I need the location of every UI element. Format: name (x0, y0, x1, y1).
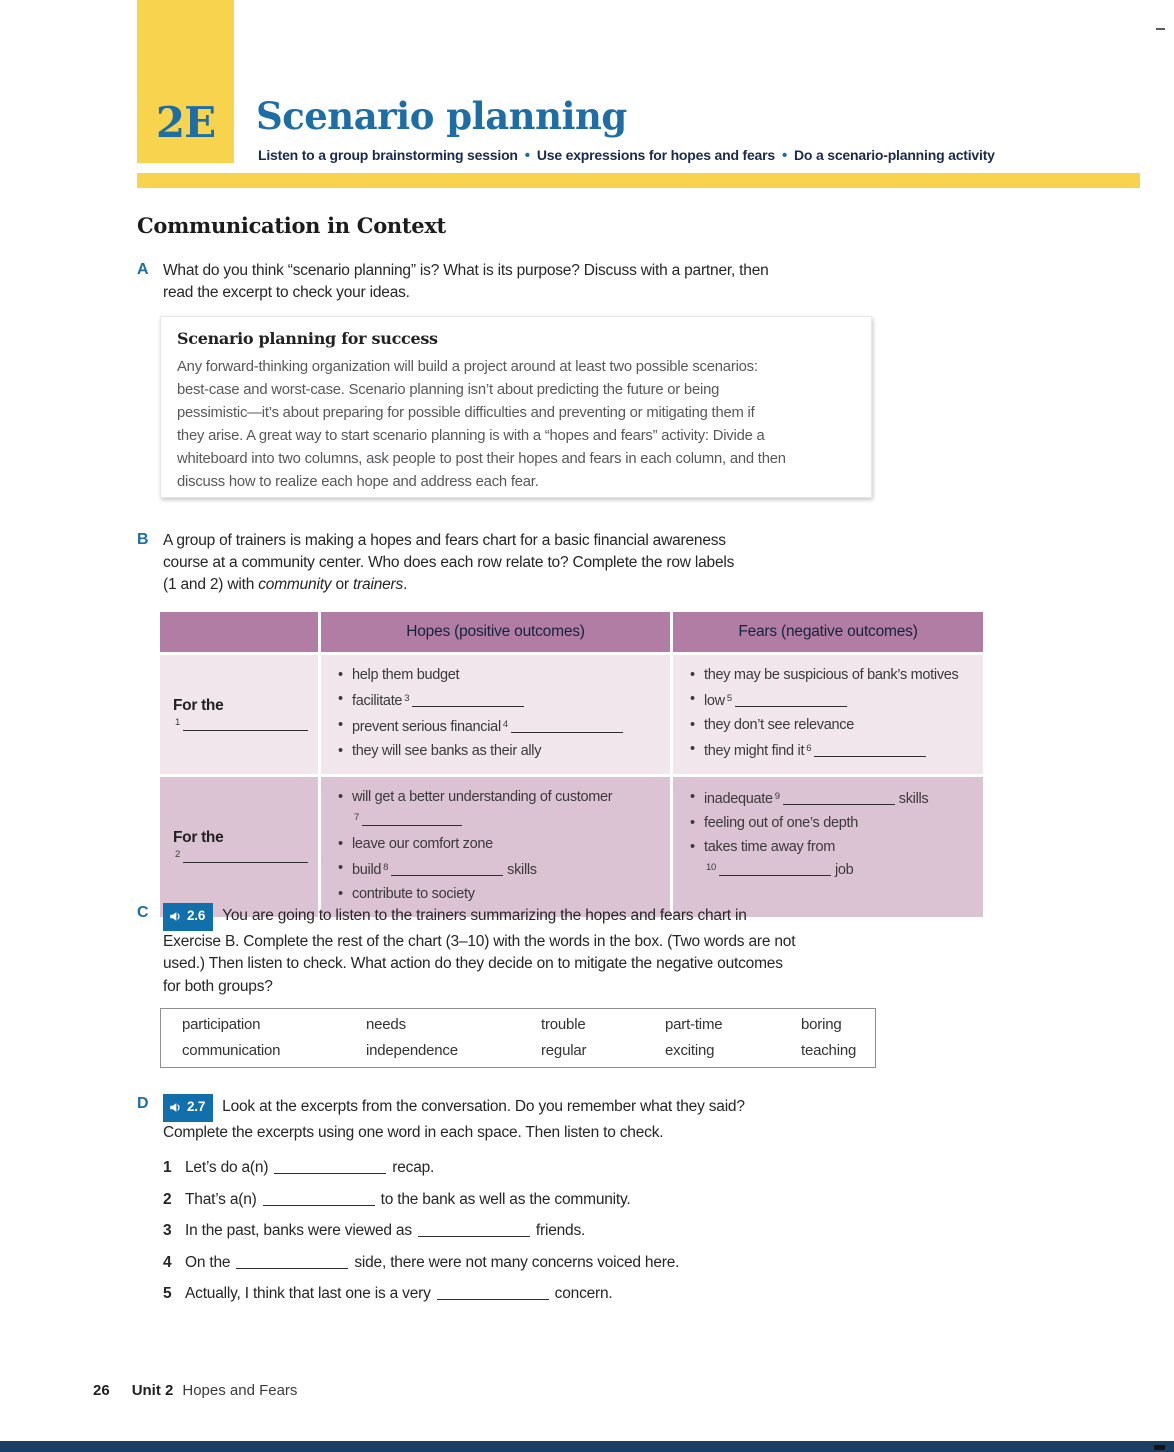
audio-track-number: 2.6 (187, 908, 206, 923)
bullet-item: • they don’t see relevance (688, 716, 975, 734)
item-number: 4 (163, 1253, 172, 1271)
item-text: concern. (554, 1285, 613, 1302)
item-text: In the past, banks were viewed as (185, 1222, 412, 1239)
bullet-item: • inadequate $^9$ skills (688, 788, 975, 808)
fill-blank (412, 694, 524, 707)
excerpt-title: Scenario planning for success (177, 329, 438, 348)
excerpt-text-line: discuss how to realize each hope and address each fear. (177, 474, 539, 490)
word-bank-word: exciting (665, 1042, 715, 1059)
blank-number: 9 (774, 791, 780, 802)
row-label-cell (160, 777, 318, 917)
bullet-item: • they might find it $^6$ (688, 740, 975, 760)
blank-number: 10 (706, 862, 716, 873)
exercise-b-label: B (137, 531, 149, 548)
gap-fill-items (163, 1157, 923, 1305)
fill-blank (183, 850, 308, 863)
word-bank-word: participation (182, 1016, 261, 1033)
excerpt-text-line: they arise. A great way to start scenario planning is with a “hopes and fears” activity: Divide a (177, 428, 765, 444)
fill-blank (236, 1256, 348, 1269)
row-label-blank (173, 849, 308, 865)
gap-fill-item (163, 1157, 923, 1179)
instruction-fragment: Look at the excerpts from the conversation. Do you remember what they said? (222, 1097, 745, 1115)
bullet-separator: • (781, 147, 788, 164)
exercise-c (137, 903, 903, 998)
blank-number: 4 (502, 719, 508, 730)
exercise-a (137, 260, 769, 304)
fill-blank (735, 694, 847, 707)
lesson-subtitle (258, 147, 995, 164)
word-bank-word: needs (366, 1016, 406, 1033)
gap-fill-item (163, 1189, 923, 1211)
row-label-text: For the (173, 829, 224, 846)
gap-fill-item (163, 1283, 923, 1305)
bullet-item: • will get a better understanding of customer $^7$ (336, 788, 662, 829)
item-text: On the (185, 1253, 231, 1271)
instruction-line (163, 1094, 923, 1122)
fill-blank (391, 863, 503, 876)
hopes-fears-table (160, 612, 983, 917)
speaker-icon (169, 1101, 182, 1114)
page-bottom-bar (0, 1441, 1174, 1452)
audio-track-badge (163, 1094, 213, 1122)
row-label-text: For the (173, 696, 224, 714)
gap-fill-item (163, 1220, 923, 1242)
audio-track-badge (163, 903, 213, 931)
hopes-cell-row2 (321, 777, 670, 917)
fill-blank (362, 813, 462, 826)
instruction-fragment: or (331, 576, 353, 593)
fill-blank (183, 718, 308, 731)
exercise-b (137, 530, 734, 596)
word-bank-box (160, 1008, 876, 1068)
italic-option-word: trainers (352, 576, 404, 593)
item-text: friends. (535, 1222, 586, 1239)
subtitle-item: Listen to a group brainstorming session (258, 147, 518, 163)
wrapped-blank-line: $^{10}$ job (706, 862, 854, 878)
blank-number: 1 (175, 716, 180, 728)
instruction-fragment: (1 and 2) with (163, 576, 259, 593)
item-number: 3 (163, 1222, 172, 1239)
instruction-line: Exercise B. Complete the rest of the chart (3–10) with the words in the box. (Two words are not (163, 932, 796, 950)
word-bank-word: trouble (541, 1016, 586, 1033)
bullet-separator: • (524, 147, 530, 164)
page-footer (93, 1382, 297, 1399)
excerpt-text-line: best-case and worst-case. Scenario planning isn’t about predicting the future or being (177, 382, 720, 398)
unit-tab (137, 0, 234, 163)
bullet-item: • they may be suspicious of bank’s motives (688, 666, 975, 684)
blank-number: 2 (175, 849, 180, 860)
crop-mark (1154, 1445, 1165, 1450)
bullet-item: • leave our comfort zone (336, 835, 662, 853)
word-bank-word: independence (366, 1042, 458, 1059)
instruction-line: course at a community center. Who does each row relate to? Complete the row labels (163, 554, 735, 571)
item-number: 1 (163, 1159, 172, 1176)
fill-blank (263, 1193, 375, 1206)
bullet-item: • build $^8$ skills (336, 859, 662, 879)
fears-cell-row2 (673, 777, 983, 917)
bullet-item: • takes time away from $^{10}$ job (688, 838, 975, 879)
footer-unit-label: Unit 2 (131, 1382, 174, 1399)
instruction-line: What do you think “scenario planning” is? What is its purpose? Discuss with a partner, then (163, 262, 769, 279)
fill-blank (418, 1224, 530, 1237)
exercise-d-label: D (137, 1095, 149, 1112)
excerpt-text-line: pessimistic—it’s about preparing for possible difficulties and preventing or mitigating them if (177, 405, 755, 421)
subtitle-item: Do a scenario-planning activity (794, 147, 995, 163)
item-text: to the bank as well as the community. (380, 1190, 631, 1208)
bullet-item: • contribute to society (336, 885, 662, 903)
instruction-line: read the excerpt to check your ideas. (163, 284, 410, 301)
item-text: recap. (392, 1159, 435, 1176)
section-heading: Communication in Context (137, 213, 446, 238)
fill-blank (814, 744, 926, 757)
exercise-d (137, 1094, 923, 1315)
blank-number: 8 (383, 862, 389, 873)
blank-number: 7 (354, 812, 359, 823)
footer-unit-title: Hopes and Fears (182, 1382, 298, 1399)
italic-option-word: community (258, 576, 332, 593)
subtitle-item: Use expressions for hopes and fears (536, 147, 775, 163)
excerpt-text-line: Any forward-thinking organization will build a project around at least two possible scenarios: (177, 359, 758, 375)
item-text: side, there were not many concerns voiced here. (354, 1253, 680, 1271)
audio-track-number: 2.7 (187, 1099, 206, 1114)
fill-blank (437, 1287, 549, 1300)
fill-blank (719, 863, 831, 876)
speaker-icon (169, 910, 182, 923)
fill-blank (511, 720, 623, 733)
row-label-cell (160, 655, 318, 774)
item-text: Actually, I think that last one is a very (185, 1285, 431, 1302)
bullet-item: • feeling out of one’s depth (688, 814, 975, 832)
instruction-line (163, 574, 734, 596)
table-header-hopes: Hopes (positive outcomes) (321, 612, 670, 652)
hopes-cell-row1 (321, 655, 670, 774)
bullet-item: • low $^5$ (688, 690, 975, 710)
blank-number: 6 (806, 743, 812, 754)
item-text: That’s a(n) (185, 1190, 257, 1208)
instruction-fragment: You are going to listen to the trainers summarizing the hopes and fears chart in (222, 906, 747, 924)
lesson-title: Scenario planning (256, 94, 627, 138)
word-bank-word: part-time (665, 1016, 723, 1033)
instruction-fragment: . (403, 576, 408, 593)
item-number: 5 (163, 1285, 172, 1302)
bullet-item: • they will see banks as their ally (336, 742, 662, 760)
word-bank-word: boring (801, 1016, 842, 1033)
blank-number: 5 (726, 693, 732, 704)
fill-blank (274, 1161, 386, 1174)
item-text: Let’s do a(n) (185, 1159, 269, 1176)
instruction-line (163, 903, 903, 931)
reading-excerpt-box (160, 316, 872, 498)
unit-code: 2E (155, 98, 216, 147)
instruction-line: used.) Then listen to check. What action do they decide on to mitigate the negative outcomes (163, 955, 783, 972)
instruction-line: A group of trainers is making a hopes and fears chart for a basic financial awareness (163, 532, 726, 549)
instruction-line: Complete the excerpts using one word in each space. Then listen to check. (163, 1123, 664, 1141)
exercise-c-label: C (137, 904, 149, 921)
blank-number: 3 (404, 693, 410, 704)
row-label-blank (173, 717, 308, 733)
exercise-a-label: A (137, 261, 149, 278)
crop-mark (1156, 28, 1165, 30)
item-number: 2 (163, 1190, 172, 1208)
page-number: 26 (93, 1382, 110, 1399)
table-corner-cell (160, 612, 318, 652)
instruction-line: for both groups? (163, 977, 273, 995)
gap-fill-item (163, 1252, 923, 1274)
bullet-item: • help them budget (336, 666, 662, 684)
fill-blank (783, 792, 895, 805)
bullet-item: • prevent serious financial $^4$ (336, 716, 662, 736)
word-bank-word: teaching (801, 1042, 857, 1059)
fears-cell-row1 (673, 655, 983, 774)
wrapped-blank-line (352, 809, 662, 829)
excerpt-text-line: whiteboard into two columns, ask people to post their hopes and fears in each column, and then (177, 451, 786, 467)
bullet-item: • facilitate $^3$ (336, 690, 662, 710)
table-header-fears: Fears (negative outcomes) (673, 612, 983, 652)
word-bank-word: regular (541, 1042, 587, 1059)
word-bank-word: communication (182, 1042, 281, 1059)
header-rule-bar (137, 173, 1140, 188)
